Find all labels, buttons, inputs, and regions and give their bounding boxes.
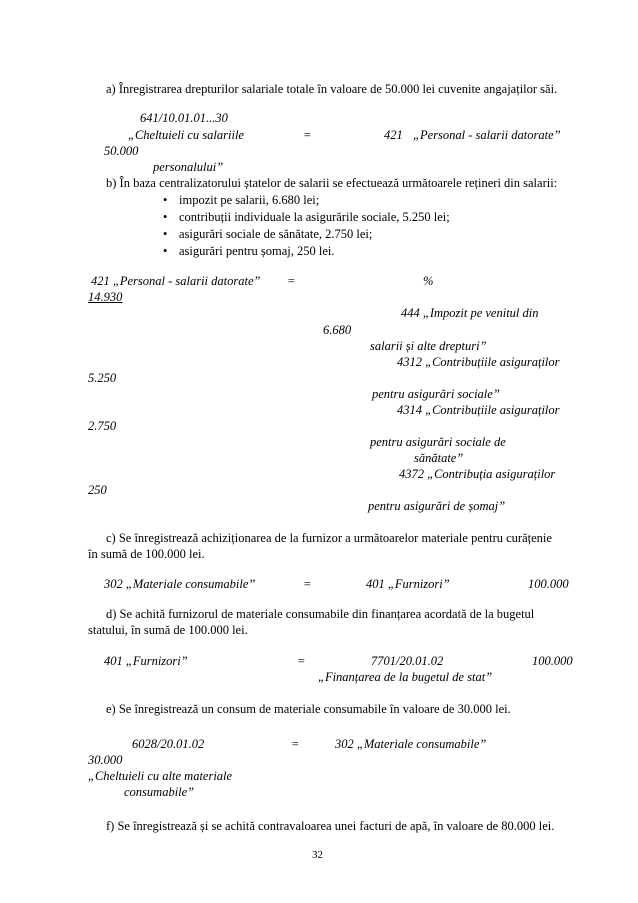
bullet-item bbox=[163, 244, 335, 259]
section-c-heading: c) Se înregistrează achiziționarea de la furnizor a următoarelor materiale pentru curățenie bbox=[106, 531, 552, 545]
e-amount: 30.000 bbox=[88, 753, 123, 767]
c-equals: = bbox=[303, 577, 312, 591]
b-equals: = bbox=[287, 274, 296, 288]
a-debit-name-cont: personalului” bbox=[153, 160, 224, 174]
b-444-line1: 444 „Impozit pe venitul din bbox=[401, 306, 539, 320]
section-e-heading: e) Se înregistrează un consum de materiale consumabile în valoare de 30.000 lei. bbox=[106, 702, 511, 716]
d-equals: = bbox=[297, 654, 306, 668]
d-credit: 7701/20.01.02 bbox=[371, 654, 444, 668]
section-d-heading: d) Se achită furnizorul de materiale consumabile din finanțarea acordată de la bugetul bbox=[106, 607, 535, 621]
b-total: 14.930 bbox=[88, 290, 123, 304]
bullet-icon: • bbox=[163, 244, 168, 258]
a-credit-code: 421 bbox=[384, 128, 403, 142]
section-b-heading: b) În baza centralizatorului ștatelor de salarii se efectuează următoarele rețineri din salarii: bbox=[106, 176, 558, 190]
b-4312-amount: 5.250 bbox=[88, 371, 117, 385]
section-a-heading: a) Înregistrarea drepturilor salariale totale în valoare de 50.000 lei cuvenite angajaților săi. bbox=[106, 82, 558, 96]
b-4314-line3: sănătate” bbox=[414, 451, 464, 465]
e-debit: 6028/20.01.02 bbox=[132, 737, 205, 751]
bullet-icon: • bbox=[163, 227, 168, 241]
d-debit: 401 „Furnizori” bbox=[104, 654, 188, 668]
a-credit-name: „Personal - salarii datorate” bbox=[413, 128, 561, 142]
b-4372-amount: 250 bbox=[88, 483, 107, 497]
c-credit: 401 „Furnizori” bbox=[366, 577, 450, 591]
page-number: 32 bbox=[312, 849, 323, 861]
b-4312-line2: pentru asigurări sociale” bbox=[372, 387, 500, 401]
bullet-text: contribuții individuale la asigurările sociale, 5.250 lei; bbox=[179, 210, 450, 224]
bullet-text: asigurări pentru șomaj, 250 lei. bbox=[179, 244, 335, 258]
a-amount: 50.000 bbox=[104, 144, 139, 158]
c-debit: 302 „Materiale consumabile” bbox=[104, 577, 256, 591]
b-444-amount: 6.680 bbox=[323, 323, 352, 337]
b-4314-line1: 4314 „Contribuțiile asiguraților bbox=[397, 403, 560, 417]
bullet-item bbox=[163, 227, 372, 242]
e-credit: 302 „Materiale consumabile” bbox=[335, 737, 487, 751]
b-4314-line2: pentru asigurări sociale de bbox=[370, 435, 506, 449]
d-amount: 100.000 bbox=[532, 654, 573, 668]
d-credit-name: „Finanțarea de la bugetul de stat” bbox=[318, 670, 493, 684]
a-debit-name: „Cheltuieli cu salariile bbox=[128, 128, 244, 142]
b-4372-line1: 4372 „Contribuția asiguraților bbox=[399, 467, 556, 481]
b-percent: % bbox=[423, 274, 434, 288]
bullet-item bbox=[163, 193, 319, 208]
b-4372-line2: pentru asigurări de șomaj” bbox=[368, 499, 506, 513]
bullet-icon: • bbox=[163, 210, 168, 224]
section-c-heading-cont: în sumă de 100.000 lei. bbox=[88, 547, 205, 561]
section-d-heading-cont: statului, în sumă de 100.000 lei. bbox=[88, 623, 248, 637]
b-444-line2: salarii și alte drepturi” bbox=[370, 339, 487, 353]
section-f-heading: f) Se înregistrează și se achită contravaloarea unei facturi de apă, în valoare de 80.000 lei. bbox=[106, 819, 555, 833]
b-4312-line1: 4312 „Contribuțiile asiguraților bbox=[397, 355, 560, 369]
e-equals: = bbox=[291, 737, 300, 751]
e-debit-name: „Cheltuieli cu alte materiale bbox=[88, 769, 233, 783]
e-debit-name-cont: consumabile” bbox=[124, 785, 195, 799]
c-amount: 100.000 bbox=[528, 577, 569, 591]
b-entry-debit: 421 „Personal - salarii datorate” bbox=[91, 274, 261, 288]
bullet-item bbox=[163, 210, 450, 225]
bullet-icon: • bbox=[163, 193, 168, 207]
a-equals: = bbox=[303, 128, 312, 142]
bullet-text: asigurări sociale de sănătate, 2.750 lei; bbox=[179, 227, 373, 241]
a-debit-code: 641/10.01.01...30 bbox=[140, 111, 228, 125]
b-4314-amount: 2.750 bbox=[88, 419, 117, 433]
bullet-text: impozit pe salarii, 6.680 lei; bbox=[179, 193, 320, 207]
